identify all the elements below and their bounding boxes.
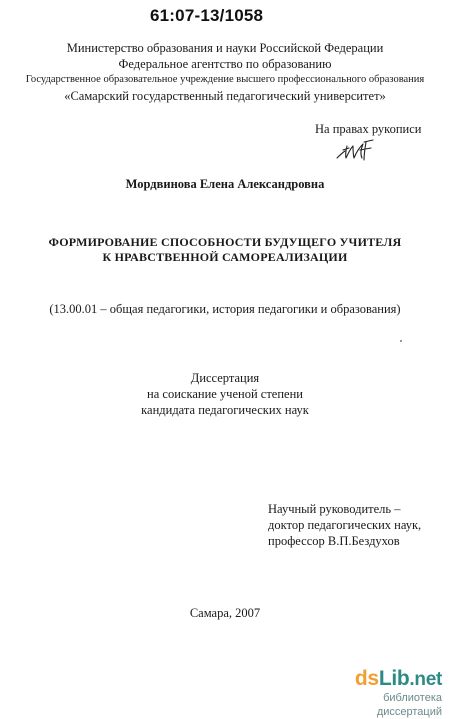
degree-field-line: кандидата педагогических наук: [141, 403, 309, 417]
agency-line: Федеральное агентство по образованию: [118, 57, 332, 71]
specialty-code: (13.00.01 – общая педагогики, история педагогики и образования): [49, 302, 401, 316]
advisor-name: профессор В.П.Бездухов: [268, 534, 400, 548]
advisor-label: Научный руководитель –: [268, 502, 401, 516]
dslib-logo: dsLib.net: [354, 667, 442, 690]
title-line-2: К НРАВСТВЕННОЙ САМОРЕАЛИЗАЦИИ: [102, 250, 348, 264]
title-line-1: ФОРМИРОВАНИЕ СПОСОБНОСТИ БУДУЩЕГО УЧИТЕЛЯ: [48, 235, 402, 249]
signature-icon: [333, 136, 381, 164]
manuscript-note: На правах рукописи: [315, 122, 422, 136]
catalog-stamp: 61:07-13/1058: [150, 6, 264, 25]
degree-line: на соискание ученой степени: [147, 387, 303, 401]
university-name: «Самарский государственный педагогический университет»: [64, 89, 386, 103]
dslib-watermark: [352, 668, 442, 719]
institution-type-line: Государственное образовательное учреждение высшего профессионального образования: [25, 74, 425, 85]
city-year: Самара, 2007: [189, 606, 261, 620]
author-name: Мордвинова Елена Александровна: [125, 177, 325, 191]
ministry-line: Министерство образования и науки Российской Федерации: [66, 41, 384, 55]
dslib-tagline: библиотека диссертаций: [376, 692, 442, 718]
dissertation-label: Диссертация: [190, 371, 260, 385]
scan-speck: [400, 340, 402, 342]
advisor-degree: доктор педагогических наук,: [268, 518, 422, 532]
